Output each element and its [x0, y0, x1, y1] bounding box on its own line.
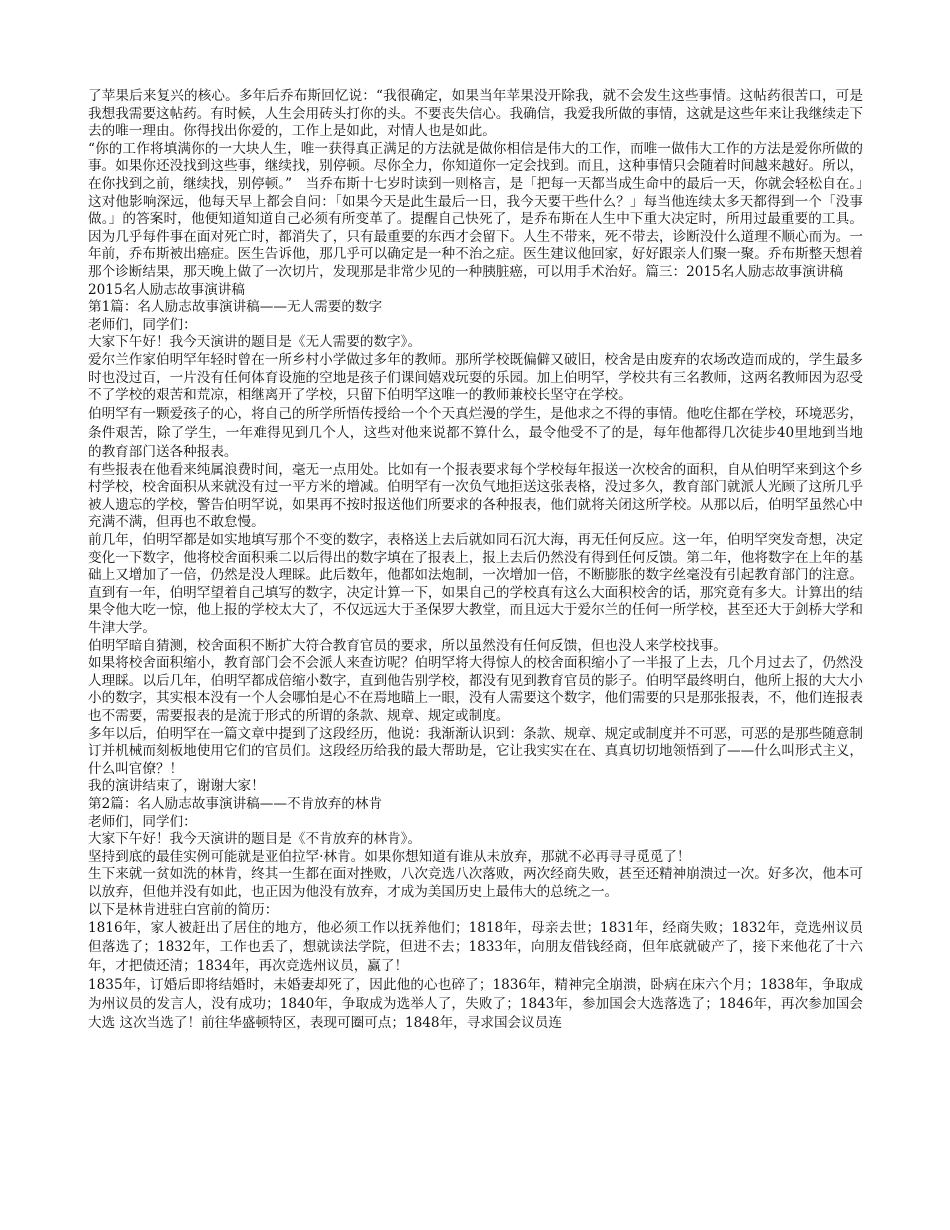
document-page: [88, 88, 863, 1033]
salutation-2: 老师们，同学们：: [88, 813, 197, 830]
document-title: 2015名人励志故事演讲稿: [88, 281, 245, 298]
paragraph-jobs-motto: “你的工作将填满你的一大块人生，唯一获得真正满足的方法就是做你相信是伟大的工作，而唯一做伟大工作的方法是爱你所做的事。如果你还没找到这些事，继续找，别停顿。尽你全力，你知道你一定会找到。而且，这种事情只会随着时间越来越好。所以，在你找到之前，继续找，别停顿。” 当乔布斯十七岁时读到一则格言，是「把每一天都当成生命中的最后一天，你就会轻松自在。」这对他影响深远，他每天早上都会自问：「如果今天是此生最后一日，我今天要干些什么？」每当他连续太多天都得到一个「没事做。」的答案时，他便知道知道自己必须有所变革了。提醒自己快死了，是乔布斯在人生中下重大决定时，所用过最重要的工具。因为几乎每件事在面对死亡时，都消失了，只有最重要的东西才会留下。人生不带来，死不带去，诊断没什么道理不顺心而为。一年前，乔布斯被出癌症。医生告诉他，那几乎可以确定是一种不治之症。医生建议他回家，好好跟亲人们聚一聚。乔布斯整天想着那个诊断结果，那天晚上做了一次切片，发现那是非常少见的一种胰脏癌，可以用手术治好。篇三：2015名人励志故事演讲稿: [88, 140, 863, 280]
paragraph-jobs-recollection: 了苹果后来复兴的核心。多年后乔布斯回忆说：“我很确定，如果当年苹果没开除我，就不会发生这些事情。这帖药很苦口，可是我想我需要这帖药。有时候，人生会用砖头打你的头。不要丧失信心。我确信，我爱我所做的事情，这就是这些年来让我继续走下去的唯一理由。你得找出你爱的，工作上是如此，对情人也是如此。: [88, 88, 863, 140]
paragraph-birmingham-reports: 伯明罕有一颗爱孩子的心，将自己的所学所悟传授给一个个天真烂漫的学生，是他求之不得的事情。他吃住都在学校，环境恶劣，条件艰苦，除了学生，一年难得见到几个人，这些对他来说都不算什么，最令他受不了的是，每年他都得几次徒步40里地到当地的教育部门送各种报表。: [88, 405, 863, 460]
paragraph-reflection: 多年以后，伯明罕在一篇文章中提到了这段经历，他说：我渐渐认识到：条款、规章、规定或制度并不可恶，可恶的是那些随意制订并机械而刻板地使用它们的官员们。这段经历给我的最大帮助是，它让我实实在在、真真切切地领悟到了——什么叫形式主义，什么叫官僚？！: [88, 725, 863, 777]
paragraph-lincoln-timeline-2: 1835年，订婚后即将结婚时，未婚妻却死了，因此他的心也碎了；1836年，精神完全崩溃，卧病在床六个月；1838年，争取成为州议员的发言人，没有成功；1840年，争取成为选举人了，失败了；1843年，参加国会大选落选了；1846年，再次参加国会大选 这次当选了！前往华盛顿特区，表现可圈可点；1848年，寻求国会议员连: [88, 977, 863, 1032]
paragraph-guess: 伯明罕暗自猜测，校舍面积不断扩大符合教育官员的要求，所以虽然没有任何反馈，但也没人来学校找事。: [88, 637, 727, 654]
speech-opening: 大家下午好！我今天演讲的题目是《无人需要的数字》。: [88, 334, 422, 351]
speech-opening-2: 大家下午好！我今天演讲的题目是《不肯放弃的林肯》。: [88, 831, 422, 848]
paragraph-birmingham-school: 爱尔兰作家伯明罕年轻时曾在一所乡村小学做过多年的教师。那所学校既偏僻又破旧，校舍是由废弃的农场改造而成的，学生最多时也没过百，一片没有任何体育设施的空地是孩子们课间嬉戏玩耍的乐园。加上伯明罕，学校共有三名教师，这两名教师因为忍受不了学校的艰苦和荒凉，相继离开了学校，只留下伯明罕这唯一的教师兼校长坚守在学校。: [88, 351, 863, 404]
paragraph-shrink: 如果将校舍面积缩小，教育部门会不会派人来查访呢？伯明罕将大得惊人的校舍面积缩小了一半报了上去，几个月过去了，仍然没人理睬。以后几年，伯明罕都成倍缩小数字，直到他告别学校，都没有见到教育官员的影子。伯明罕最终明白，他所上报的大大小小的数字，其实根本没有一个人会哪怕是心不在焉地瞄上一眼，没有人需要这个数字，他们需要的只是那张报表，不，他们连报表也不需要，需要报表的是流于形式的所谓的条款、规章、规定或制度。: [88, 655, 863, 724]
paragraph-lincoln-timeline-1: 1816年，家人被赶出了居住的地方，他必须工作以抚养他们；1818年，母亲去世；1831年，经商失败；1832年，竞选州议员但落选了；1832年，工作也丢了，想就读法学院，但进不去；1833年，向朋友借钱经商，但年底就破产了，接下来他花了十六年，才把债还清；1834年，再次竞选州议员，赢了！: [88, 920, 863, 975]
speech-closing: 我的演讲结束了，谢谢大家！: [88, 778, 265, 795]
paragraph-lincoln-intro: 坚持到底的最佳实例可能就是亚伯拉罕·林肯。如果你想知道有谁从未放弃，那就不必再寻寻觅觅了！: [88, 848, 691, 865]
paragraph-number-experiment: 前几年，伯明罕都是如实地填写那个不变的数字，表格送上去后就如同石沉大海，再无任何反应。这一年，伯明罕突发奇想，决定变化一下数字，他将校舍面积乘二以后得出的数字填在了报表上，报上去后仍然没有得到任何反馈。第二年，他将数字在上年的基础上又增加了一倍，仍然是没人理睬。此后数年，他都如法炮制，一次增加一倍，不断膨胀的数字丝毫没有引起教育部门的注意。直到有一年，伯明罕望着自己填写的数字，决定计算一下，如果自己的学校真有这么大面积校舍的话，那究竟有多大。计算出的结果令他大吃一惊，他上报的学校太大了，不仅远远大于圣保罗大教堂，而且远大于爱尔兰的任何一所学校，甚至还大于剑桥大学和牛津大学。: [88, 532, 863, 637]
paragraph-useless-reports: 有些报表在他看来纯属浪费时间，毫无一点用处。比如有一个报表要求每个学校每年报送一次校舍的面积，自从伯明罕来到这个乡村学校，校舍面积从来就没有过一平方米的增减。伯明罕有一次负气地拒送这张表格，没过多久，教育部门就派人光顾了这所几乎被人遗忘的学校，警告伯明罕说，如果再不按时报送他们所要求的各种报表，他们就将关闭这所学校。从那以后，伯明罕虽然心中充满不满，但再也不敢怠慢。: [88, 461, 863, 531]
paragraph-lincoln-life: 生下来就一贫如洗的林肯，终其一生都在面对挫败，八次竞选八次落败，两次经商失败，甚至还精神崩溃过一次。好多次，他本可以放弃，但他并没有如此，也正因为他没有放弃，才成为美国历史上最伟大的总统之一。: [88, 866, 863, 900]
section-heading-1: 第1篇：名人励志故事演讲稿——无人需要的数字: [88, 299, 383, 316]
section-heading-2: 第2篇：名人励志故事演讲稿——不肯放弃的林肯: [88, 795, 383, 812]
paragraph-resume-heading: 以下是林肯进驻白宫前的简历：: [88, 901, 279, 918]
salutation: 老师们，同学们：: [88, 316, 197, 333]
